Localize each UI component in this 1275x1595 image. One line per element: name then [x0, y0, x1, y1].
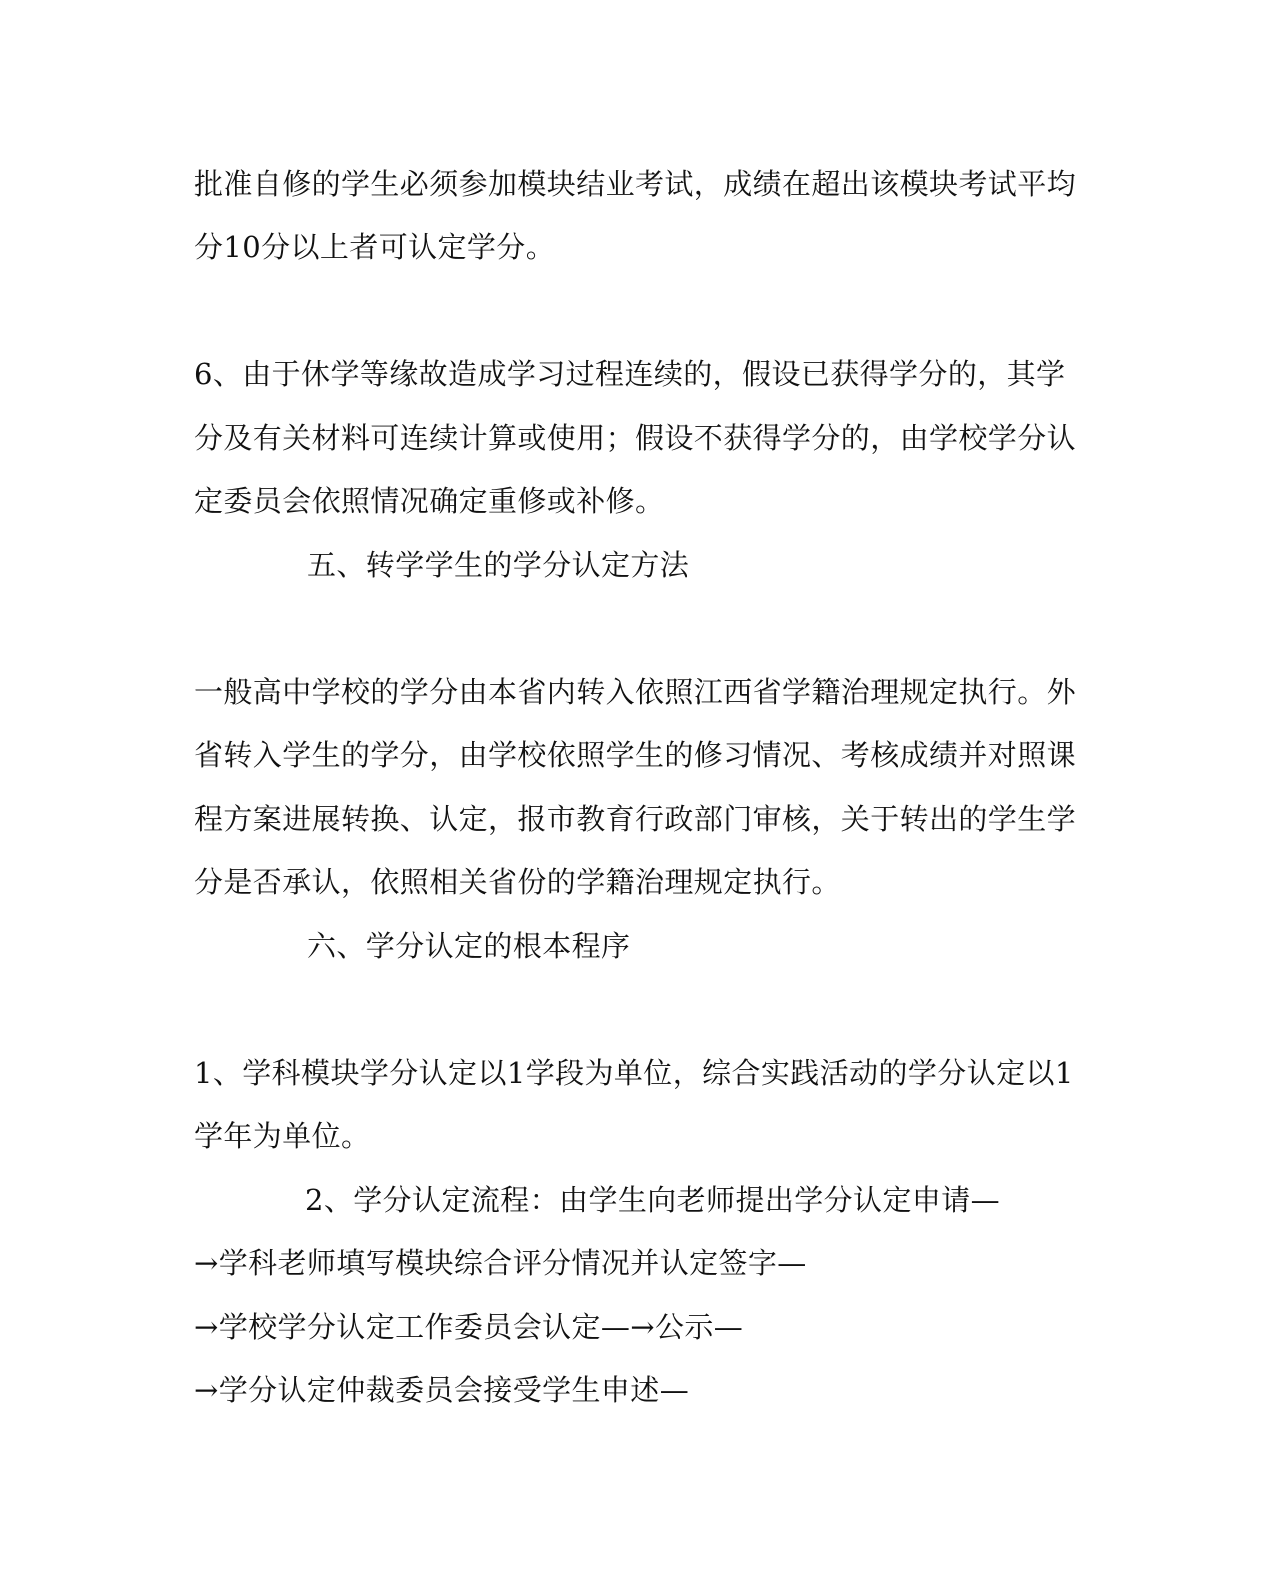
- paragraph-4-line-1: 1、学科模块学分认定以1学段为单位，综合实践活动的学分认定以1: [194, 1056, 1074, 1090]
- paragraph-3-line-1: 一般高中学校的学分由本省内转入依照江西省学籍治理规定执行。外: [194, 675, 1077, 709]
- paragraph-2-line-1: 6、由于休学等缘故造成学习过程连续的，假设已获得学分的，其学: [194, 357, 1066, 391]
- paragraph-3-line-3: 程方案进展转换、认定，报市教育行政部门审核，关于转出的学生学: [194, 802, 1077, 836]
- paragraph-1-line-2: 分10分以上者可认定学分。: [194, 230, 556, 264]
- paragraph-1-line-1: 批准自修的学生必须参加模块结业考试，成绩在超出该模块考试平均: [194, 167, 1077, 201]
- section-heading-6: 六、学分认定的根本程序: [307, 929, 631, 963]
- paragraph-5-line-4: →学分认定仲裁委员会接受学生申述—: [194, 1373, 690, 1407]
- section-heading-5: 五、转学学生的学分认定方法: [307, 548, 690, 582]
- paragraph-2-line-2: 分及有关材料可连续计算或使用；假设不获得学分的，由学校学分认: [194, 421, 1077, 455]
- paragraph-2-line-3: 定委员会依照情况确定重修或补修。: [194, 484, 665, 518]
- paragraph-5-line-2: →学科老师填写模块综合评分情况并认定签字—: [194, 1246, 807, 1280]
- paragraph-3-line-2: 省转入学生的学分，由学校依照学生的修习情况、考核成绩并对照课: [194, 738, 1077, 772]
- paragraph-5-line-1: 2、学分认定流程：由学生向老师提出学分认定申请—: [305, 1183, 1001, 1217]
- paragraph-4-line-2: 学年为单位。: [194, 1119, 371, 1153]
- paragraph-3-line-4: 分是否承认，依照相关省份的学籍治理规定执行。: [194, 865, 841, 899]
- paragraph-5-line-3: →学校学分认定工作委员会认定—→公示—: [194, 1310, 744, 1344]
